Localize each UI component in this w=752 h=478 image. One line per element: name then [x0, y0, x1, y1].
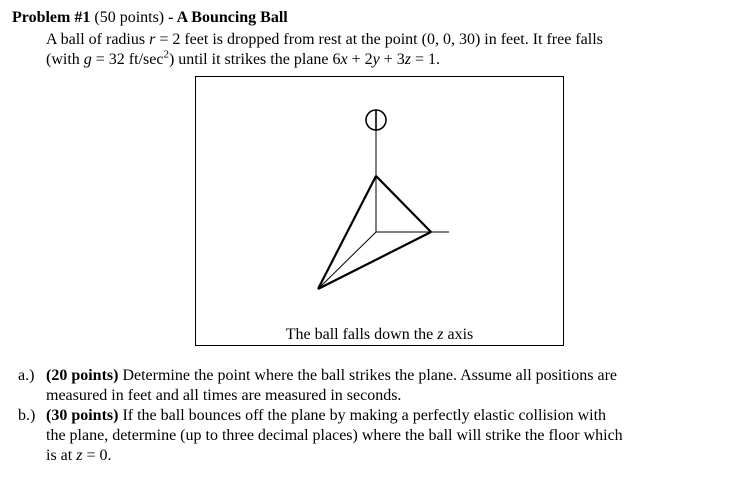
intro-line-2	[46, 50, 746, 70]
question-a-line-1: Determine the point where the ball strikes the plane. Assume all positions are	[118, 367, 617, 384]
question-b-points: (30 points)	[46, 407, 119, 424]
figure-box	[195, 76, 564, 346]
intro-text: ) until it strikes the plane 6	[168, 51, 341, 68]
question-a-label: a.)	[18, 367, 35, 384]
intro-text: A ball of radius	[46, 31, 150, 48]
intro-line-1	[46, 30, 746, 50]
question-a	[18, 366, 738, 406]
question-b-line-1: If the ball bounces off the plane by making a perfectly elastic collision with	[118, 407, 607, 424]
caption-text: The ball falls down the	[285, 326, 438, 343]
question-b-line-3	[46, 446, 738, 466]
problem-intro	[46, 30, 746, 70]
var-x: x	[340, 51, 348, 68]
question-a-points: (20 points)	[46, 367, 119, 384]
exponent: 2	[163, 48, 169, 61]
y-axis	[318, 232, 376, 289]
plane-edge-top-right	[376, 176, 431, 232]
figure-caption	[196, 325, 563, 345]
question-a-line-2: measured in feet and all times are measured in seconds.	[46, 387, 402, 404]
intro-text: = 1.	[411, 51, 441, 68]
var-z: z	[404, 51, 411, 68]
question-b	[18, 406, 738, 466]
intro-text: (with	[46, 51, 84, 68]
plane-edge-bottom	[318, 232, 431, 289]
problem-name: A Bouncing Ball	[176, 9, 288, 26]
question-b-line-2: the plane, determine (up to three decimal places) where the ball will strike the floor which	[46, 427, 623, 444]
intro-text: + 2	[347, 51, 373, 68]
question-b-text: is at	[46, 447, 77, 464]
question-b-text: = 0.	[82, 447, 112, 464]
intro-text: + 3	[379, 51, 405, 68]
radius-symbol: r	[149, 31, 156, 48]
problem-points: (50 points)	[94, 9, 165, 26]
gravity-symbol: g	[83, 51, 92, 68]
var-y: y	[372, 51, 380, 68]
intro-text: = 32 ft/sec	[91, 51, 164, 68]
var-z: z	[76, 447, 83, 464]
problem-title	[12, 8, 288, 28]
intro-text: = 2 feet is dropped from rest at the point (0, 0, 30) in feet. It free falls	[155, 31, 603, 48]
caption-z: z	[437, 326, 444, 343]
plane-edge-left	[318, 176, 376, 289]
question-b-label: b.)	[18, 407, 36, 424]
problem-number: Problem #1	[12, 9, 91, 26]
ball-diagram	[196, 77, 565, 347]
title-separator: -	[164, 9, 177, 26]
caption-text: axis	[443, 326, 474, 343]
